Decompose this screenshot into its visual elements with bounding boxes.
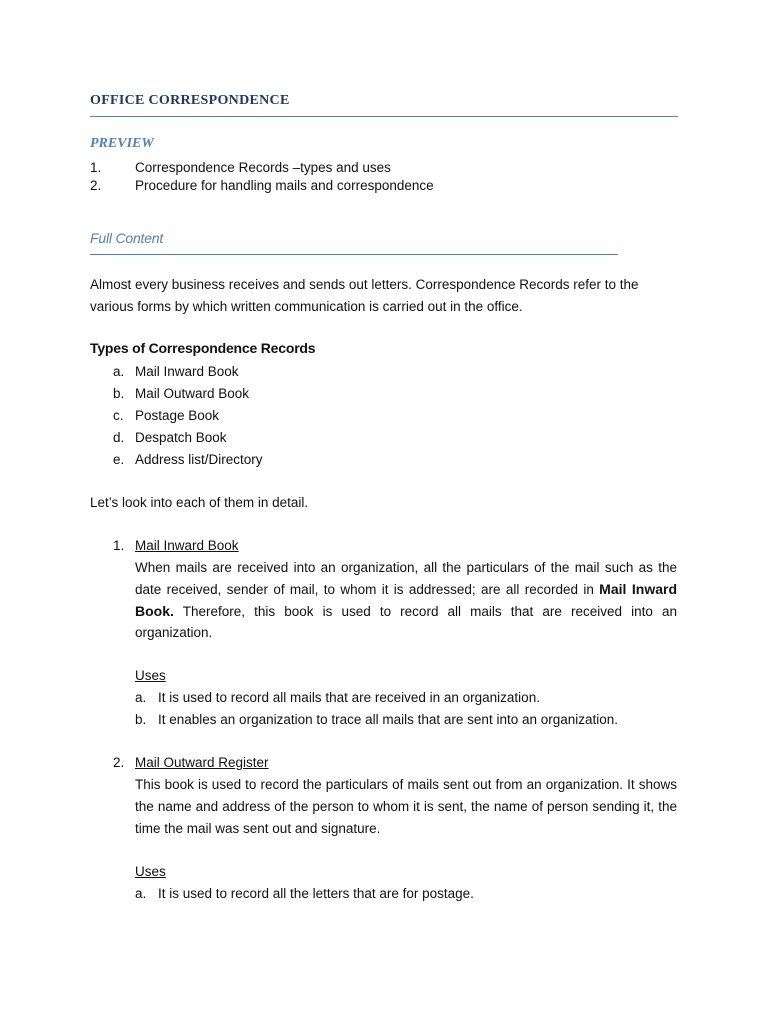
preview-heading: PREVIEW <box>90 136 154 151</box>
intro-line: various forms by which written communication is carried out in the office. <box>90 299 523 314</box>
section-body-text: When mails are received into an organization, all the particulars of the mail such as the date received, sender of mail, to whom it is addressed; are all recorded in <box>135 560 677 597</box>
detail-intro: Let’s look into each of them in detail. <box>90 495 309 510</box>
uses-label: Uses <box>135 668 166 683</box>
types-item-letter: c. <box>113 408 124 423</box>
types-item-text: Despatch Book <box>135 430 227 445</box>
types-item-text: Mail Inward Book <box>135 364 239 379</box>
uses-item-text: It is used to record all mails that are received in an organization. <box>158 690 540 705</box>
full-content-heading: Full Content <box>90 230 164 246</box>
types-item-text: Mail Outward Book <box>135 386 250 401</box>
preview-item-number: 1. <box>90 160 102 175</box>
title-divider <box>90 116 678 117</box>
section-number: 1. <box>113 538 125 553</box>
uses-label: Uses <box>135 864 166 879</box>
types-item-text: Postage Book <box>135 408 220 423</box>
types-item-text: Address list/Directory <box>135 452 263 467</box>
types-item-letter: d. <box>113 430 125 445</box>
section-number: 2. <box>113 755 125 770</box>
preview-item-text: Correspondence Records –types and uses <box>135 160 391 175</box>
uses-item-text: It enables an organization to trace all mails that are sent into an organization. <box>158 712 619 727</box>
document-title: OFFICE CORRESPONDENCE <box>90 93 290 108</box>
uses-item-letter: b. <box>135 712 147 727</box>
types-item-letter: e. <box>113 452 125 467</box>
intro-line: Almost every business receives and sends out letters. Correspondence Records refer to the <box>90 277 639 292</box>
full-content-divider <box>90 254 618 255</box>
section-body <box>135 557 677 644</box>
preview-item-text: Procedure for handling mails and correspondence <box>135 178 434 193</box>
section-title: Mail Inward Book <box>135 538 239 553</box>
preview-item-number: 2. <box>90 178 102 193</box>
section-body-text: Therefore, this book is used to record all mails that are received into an organization. <box>135 603 677 641</box>
section-title: Mail Outward Register <box>135 755 269 770</box>
uses-item-text: It is used to record all the letters that are for postage. <box>158 886 474 901</box>
types-heading: Types of Correspondence Records <box>90 340 316 356</box>
types-item-letter: a. <box>113 364 125 379</box>
section-body-emphasis: Mail Inward Book. <box>135 580 677 619</box>
uses-item-letter: a. <box>135 886 147 901</box>
uses-item-letter: a. <box>135 690 147 705</box>
section-body: This book is used to record the particulars of mails sent out from an organization. It shows the name and address of the person to whom it is sent, the name of person sending it, the time the mail was sent out and signature. <box>135 777 677 836</box>
types-item-letter: b. <box>113 386 125 401</box>
